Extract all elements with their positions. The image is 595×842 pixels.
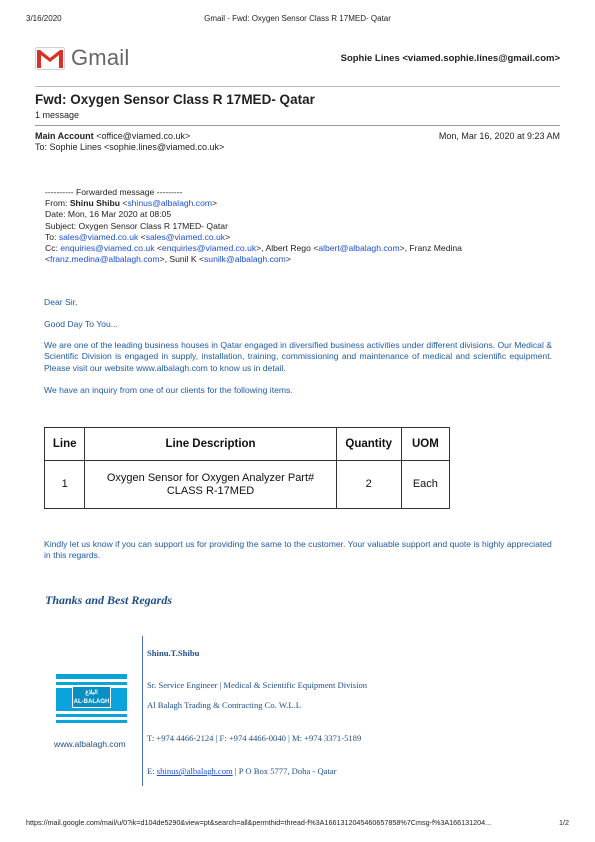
logo-box (72, 686, 111, 708)
forwarded-cc-continued: <franz.medina@albalagh.com>, Sunil K <sunilk@albalagh.com> (45, 254, 291, 265)
email-subject: Fwd: Oxygen Sensor Class R 17MED- Qatar (35, 92, 315, 107)
col-header-line: Line (45, 428, 85, 461)
forwarded-from-name: Shinu Shibu (69, 198, 120, 209)
forwarded-to: To: sales@viamed.co.uk <sales@viamed.co.uk> (45, 231, 231, 242)
col-header-uom: UOM (401, 428, 449, 461)
albalagh-logo (56, 674, 127, 723)
signature-website[interactable]: www.albalagh.com (54, 739, 126, 749)
print-url: https://mail.google.com/mail/u/0?ik=d104de5290&view=pt&search=all&permthid=thread-f%3A1661312045460657858%7Cmsg-f%3A166131204... (26, 818, 492, 827)
signature-title: Sr. Service Engineer | Medical & Scientific Equipment Division (147, 680, 368, 690)
page-number: 1/2 (559, 818, 569, 827)
cell-uom: Each (401, 461, 449, 509)
intro-paragraph: We are one of the leading business houses in Qatar engaged in diversified business activities under different divisions. Our Medical & Scientific Division is engaged in supply, installation, training, commissioning and maintenance of medical and scientific equipment. Please visit our website www.albalagh.com to know us in detail. (44, 340, 552, 373)
cell-quantity: 2 (336, 461, 401, 509)
forwarded-header (45, 187, 560, 265)
print-header (26, 14, 569, 26)
description-line-2: CLASS R-17MED (166, 484, 255, 497)
description-line-1: Oxygen Sensor for Oxygen Analyzer Part# (106, 471, 315, 484)
closing-paragraph: Kindly let us know if you can support us for providing the same to the customer. Your valuable support and quote is highly appreciated in this regards. (44, 539, 552, 561)
col-header-description: Line Description (85, 428, 336, 461)
logo-arabic-text: البلاغ (85, 690, 98, 696)
gmail-wordmark: Gmail (71, 45, 130, 70)
forwarded-subject: Subject: Oxygen Sensor Class R 17MED- Qatar (45, 220, 228, 231)
account-identity: Sophie Lines <viamed.sophie.lines@gmail.com> (340, 53, 560, 64)
forwarded-from: From: Shinu Shibu <shinus@albalagh.com> (45, 198, 218, 209)
col-header-quantity: Quantity (336, 428, 401, 461)
print-date: 3/16/2020 (26, 14, 62, 23)
gmail-m-icon (35, 47, 65, 70)
forwarded-date: Date: Mon, 16 Mar 2020 at 08:05 (45, 209, 172, 220)
signature-name: Shinu.T.Shibu (147, 648, 200, 658)
items-table (44, 427, 450, 509)
to-email-link[interactable]: sales@viamed.co.uk (145, 231, 226, 242)
cc-email-link[interactable]: enquiries@viamed.co.uk (60, 243, 155, 254)
cc-email-link[interactable]: sunilk@albalagh.com (204, 254, 286, 265)
print-title: Gmail - Fwd: Oxygen Sensor Class R 17MED- Qatar (204, 14, 391, 23)
forwarded-cc: Cc: enquiries@viamed.co.uk <enquiries@viamed.co.uk>, Albert Rego <albert@albalagh.com>, Franz Medina (45, 243, 462, 254)
table-row (45, 461, 450, 509)
sender-name: Main Account (35, 131, 94, 141)
cc-email-link[interactable]: enquiries@viamed.co.uk (161, 243, 257, 254)
thanks-line: Thanks and Best Regards (45, 593, 173, 607)
signature-email-link[interactable]: shinus@albalagh.com (156, 766, 233, 776)
header-divider (35, 86, 560, 87)
signature-phones: T: +974 4466-2124 | F: +974 4466-0040 | M: +974 3371-5189 (147, 733, 362, 743)
forwarded-from-email-link[interactable]: shinus@albalagh.com (127, 198, 213, 209)
signature-email-line: E: shinus@albalagh.com | P O Box 5777, Doha - Qatar (147, 766, 337, 776)
sent-date: Mon, Mar 16, 2020 at 9:23 AM (438, 131, 560, 141)
message-count: 1 message (35, 110, 80, 120)
cc-email-link[interactable]: albert@albalagh.com (318, 243, 400, 254)
inquiry-line: We have an inquiry from one of our clients for the following items. (44, 385, 293, 395)
table-header-row (45, 428, 450, 461)
signature-company: Al Balagh Trading & Contracting Co. W.L.L (147, 700, 301, 710)
cell-line: 1 (45, 461, 85, 509)
greeting: Dear Sir, (44, 297, 78, 307)
cc-email-link[interactable]: franz.medina@albalagh.com (50, 254, 160, 265)
to-email-link[interactable]: sales@viamed.co.uk (58, 231, 139, 242)
recipient-line: To: Sophie Lines <sophie.lines@viamed.co.uk> (35, 142, 225, 152)
sender-line (35, 131, 190, 141)
logo-latin-text: AL-BALAGH (73, 699, 110, 705)
salutation: Good Day To You... (44, 319, 118, 329)
signature-divider (142, 636, 143, 786)
gmail-logo[interactable] (35, 46, 129, 70)
sender-address: <office@viamed.co.uk> (96, 131, 191, 141)
subject-divider (35, 125, 560, 126)
cell-description (85, 461, 336, 509)
forwarded-banner: ---------- Forwarded message --------- (45, 187, 183, 197)
